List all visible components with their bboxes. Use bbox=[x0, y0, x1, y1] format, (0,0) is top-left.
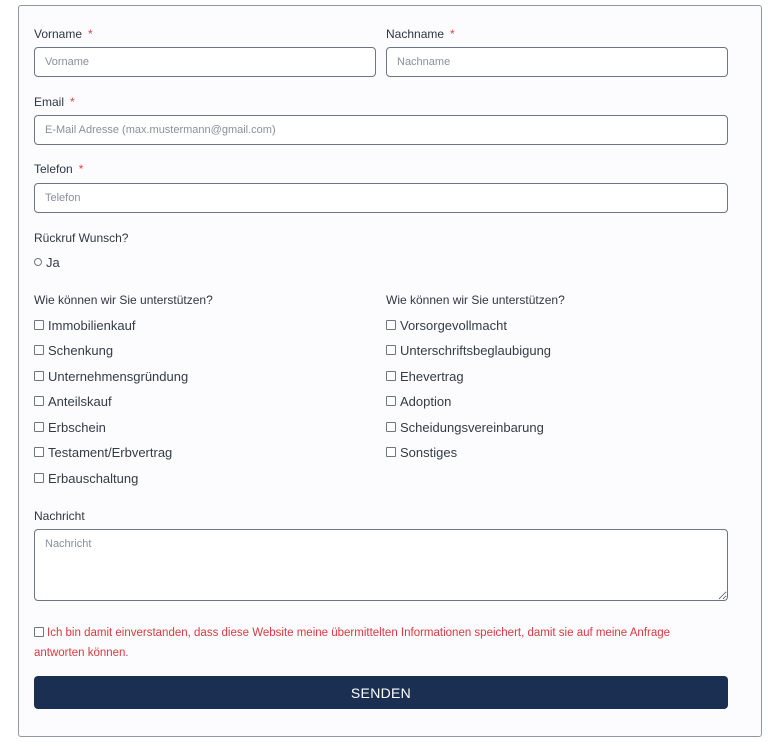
checkbox[interactable] bbox=[386, 447, 396, 457]
checkbox-erbauschaltung[interactable] bbox=[34, 470, 138, 486]
checkbox-scheidungsvereinbarung[interactable] bbox=[386, 419, 544, 435]
checkbox[interactable] bbox=[34, 627, 44, 637]
checkbox[interactable] bbox=[34, 396, 44, 406]
checkbox-schenkung[interactable] bbox=[34, 342, 113, 358]
checkbox-label: Sonstiges bbox=[400, 444, 458, 460]
nachname-label-text: Nachname bbox=[386, 27, 445, 41]
checkbox-label: Unterschriftsbeglaubigung bbox=[400, 342, 552, 358]
rueckruf-label: Rückruf Wunsch? bbox=[34, 231, 129, 245]
checkbox[interactable] bbox=[386, 396, 396, 406]
radio-label: Ja bbox=[46, 254, 60, 270]
checkbox[interactable] bbox=[34, 371, 44, 381]
services-left-label: Wie können wir Sie unterstützen? bbox=[34, 293, 213, 307]
nachname-input[interactable] bbox=[386, 47, 728, 77]
email-input[interactable] bbox=[34, 115, 728, 145]
required-marker: * bbox=[70, 95, 75, 109]
email-label bbox=[34, 95, 75, 109]
checkbox-vorsorgevollmacht[interactable] bbox=[386, 317, 507, 333]
checkbox-label: Testament/Erbvertrag bbox=[48, 444, 173, 460]
checkbox-label: Unternehmensgründung bbox=[48, 368, 189, 384]
checkbox-label: Ehevertrag bbox=[400, 368, 464, 384]
checkbox[interactable] bbox=[34, 473, 44, 483]
email-label-text: Email bbox=[34, 95, 65, 109]
checkbox-anteilskauf[interactable] bbox=[34, 393, 112, 409]
vorname-label-text: Vorname bbox=[34, 27, 83, 41]
vorname-label bbox=[34, 27, 93, 41]
checkbox-ehevertrag[interactable] bbox=[386, 368, 464, 384]
checkbox-unternehmensgruendung[interactable] bbox=[34, 368, 188, 384]
checkbox[interactable] bbox=[386, 320, 396, 330]
rueckruf-ja-radio[interactable] bbox=[34, 254, 60, 270]
consent-checkbox[interactable] bbox=[34, 623, 714, 663]
checkbox[interactable] bbox=[386, 422, 396, 432]
checkbox[interactable] bbox=[34, 422, 44, 432]
checkbox-label: Erbauschaltung bbox=[48, 470, 139, 486]
telefon-label bbox=[34, 162, 83, 176]
checkbox-testament[interactable] bbox=[34, 444, 172, 460]
telefon-label-text: Telefon bbox=[34, 162, 73, 176]
checkbox-label: Scheidungsvereinbarung bbox=[400, 419, 544, 435]
required-marker: * bbox=[78, 162, 84, 176]
submit-button[interactable]: SENDEN bbox=[34, 676, 728, 709]
telefon-input[interactable] bbox=[34, 183, 728, 213]
services-right-label: Wie können wir Sie unterstützen? bbox=[386, 293, 565, 307]
checkbox[interactable] bbox=[34, 345, 44, 355]
required-marker: * bbox=[88, 27, 93, 41]
nachname-label bbox=[386, 27, 455, 41]
checkbox-label: Adoption bbox=[400, 393, 452, 409]
radio-button[interactable] bbox=[34, 258, 42, 266]
checkbox-immobilienkauf[interactable] bbox=[34, 317, 135, 333]
checkbox-unterschriftsbeglaubigung[interactable] bbox=[386, 342, 551, 358]
checkbox[interactable] bbox=[386, 371, 396, 381]
checkbox-label: Erbschein bbox=[48, 419, 106, 435]
checkbox[interactable] bbox=[34, 447, 44, 457]
nachricht-textarea[interactable] bbox=[34, 529, 728, 601]
checkbox-adoption[interactable] bbox=[386, 393, 451, 409]
required-marker: * bbox=[450, 27, 455, 41]
nachricht-label: Nachricht bbox=[34, 509, 85, 523]
checkbox-label: Schenkung bbox=[48, 342, 114, 358]
checkbox-label: Immobilienkauf bbox=[48, 317, 136, 333]
checkbox-label: Anteilskauf bbox=[48, 393, 112, 409]
checkbox-sonstiges[interactable] bbox=[386, 444, 457, 460]
consent-text: Ich bin damit einverstanden, dass diese Website meine übermittelten Informationen speichert, damit sie auf meine Anfrage antworten können. bbox=[34, 627, 671, 659]
vorname-input[interactable] bbox=[34, 47, 376, 77]
checkbox-erbschein[interactable] bbox=[34, 419, 106, 435]
checkbox[interactable] bbox=[34, 320, 44, 330]
checkbox-label: Vorsorgevollmacht bbox=[400, 317, 507, 333]
checkbox[interactable] bbox=[386, 345, 396, 355]
